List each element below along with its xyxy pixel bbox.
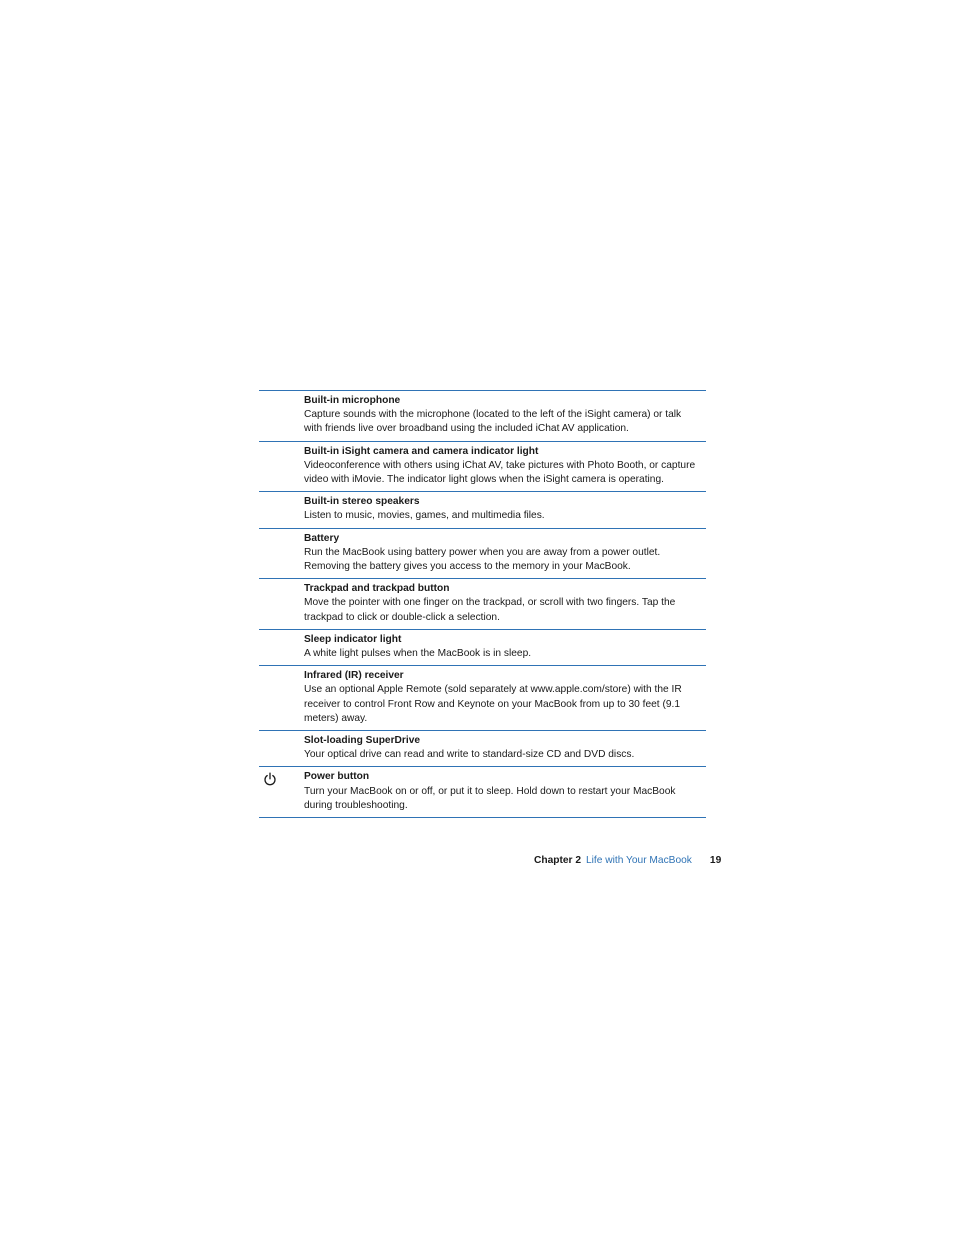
feature-row-power-button: [259, 767, 706, 818]
page-footer: [534, 854, 721, 868]
feature-title: Built-in iSight camera and camera indicator light: [304, 445, 539, 457]
feature-row-trackpad: [259, 579, 706, 630]
feature-row-isight-camera: [259, 442, 706, 493]
feature-title: Infrared (IR) receiver: [304, 670, 404, 682]
chapter-title: Life with Your MacBook: [586, 855, 692, 866]
feature-row-superdrive: [259, 731, 706, 767]
power-icon: [263, 772, 277, 786]
page-number: 19: [709, 855, 722, 866]
feature-title: Trackpad and trackpad button: [304, 583, 450, 595]
feature-description: Capture sounds with the microphone (located to the left of the iSight camera) or talk with friends live over broadband using the included iChat AV application.: [304, 409, 682, 435]
feature-description: A white light pulses when the MacBook is in sleep.: [304, 648, 532, 660]
feature-row-battery: [259, 529, 706, 580]
feature-description: Run the MacBook using battery power when you are away from a power outlet. Removing the battery gives you access to the memory in your MacBook.: [304, 546, 661, 573]
chapter-label: Chapter 2: [534, 855, 581, 866]
feature-title: Built-in microphone: [304, 395, 401, 406]
feature-description: Move the pointer with one finger on the trackpad, or scroll with two fingers. Tap the trackpad to click or double-click a selection.: [304, 597, 676, 623]
feature-title: Slot-loading SuperDrive: [304, 735, 421, 747]
feature-description: Videoconference with others using iChat AV, take pictures with Photo Booth, or capture video with iMovie. The indicator light glows when the iSight camera is operating.: [304, 459, 696, 486]
feature-description: Use an optional Apple Remote (sold separately at www.apple.com/store) with the IR receiver to control Front Row and Keynote on your MacBook from up to 30 feet (9.1 meters) away.: [304, 684, 682, 724]
feature-list: [259, 390, 706, 818]
feature-title: Built-in stereo speakers: [304, 496, 420, 508]
feature-description: Listen to music, movies, games, and multimedia files.: [304, 510, 545, 522]
feature-title: Sleep indicator light: [304, 633, 402, 645]
feature-row-microphone: [259, 391, 706, 442]
feature-row-stereo-speakers: [259, 492, 706, 528]
feature-row-sleep-light: [259, 630, 706, 666]
feature-description: Your optical drive can read and write to standard-size CD and DVD discs.: [304, 749, 635, 761]
feature-description: Turn your MacBook on or off, or put it to sleep. Hold down to restart your MacBook during troubleshooting.: [304, 785, 676, 811]
feature-title: Battery: [304, 532, 340, 544]
feature-row-ir-receiver: [259, 666, 706, 731]
feature-title: Power button: [304, 771, 370, 783]
